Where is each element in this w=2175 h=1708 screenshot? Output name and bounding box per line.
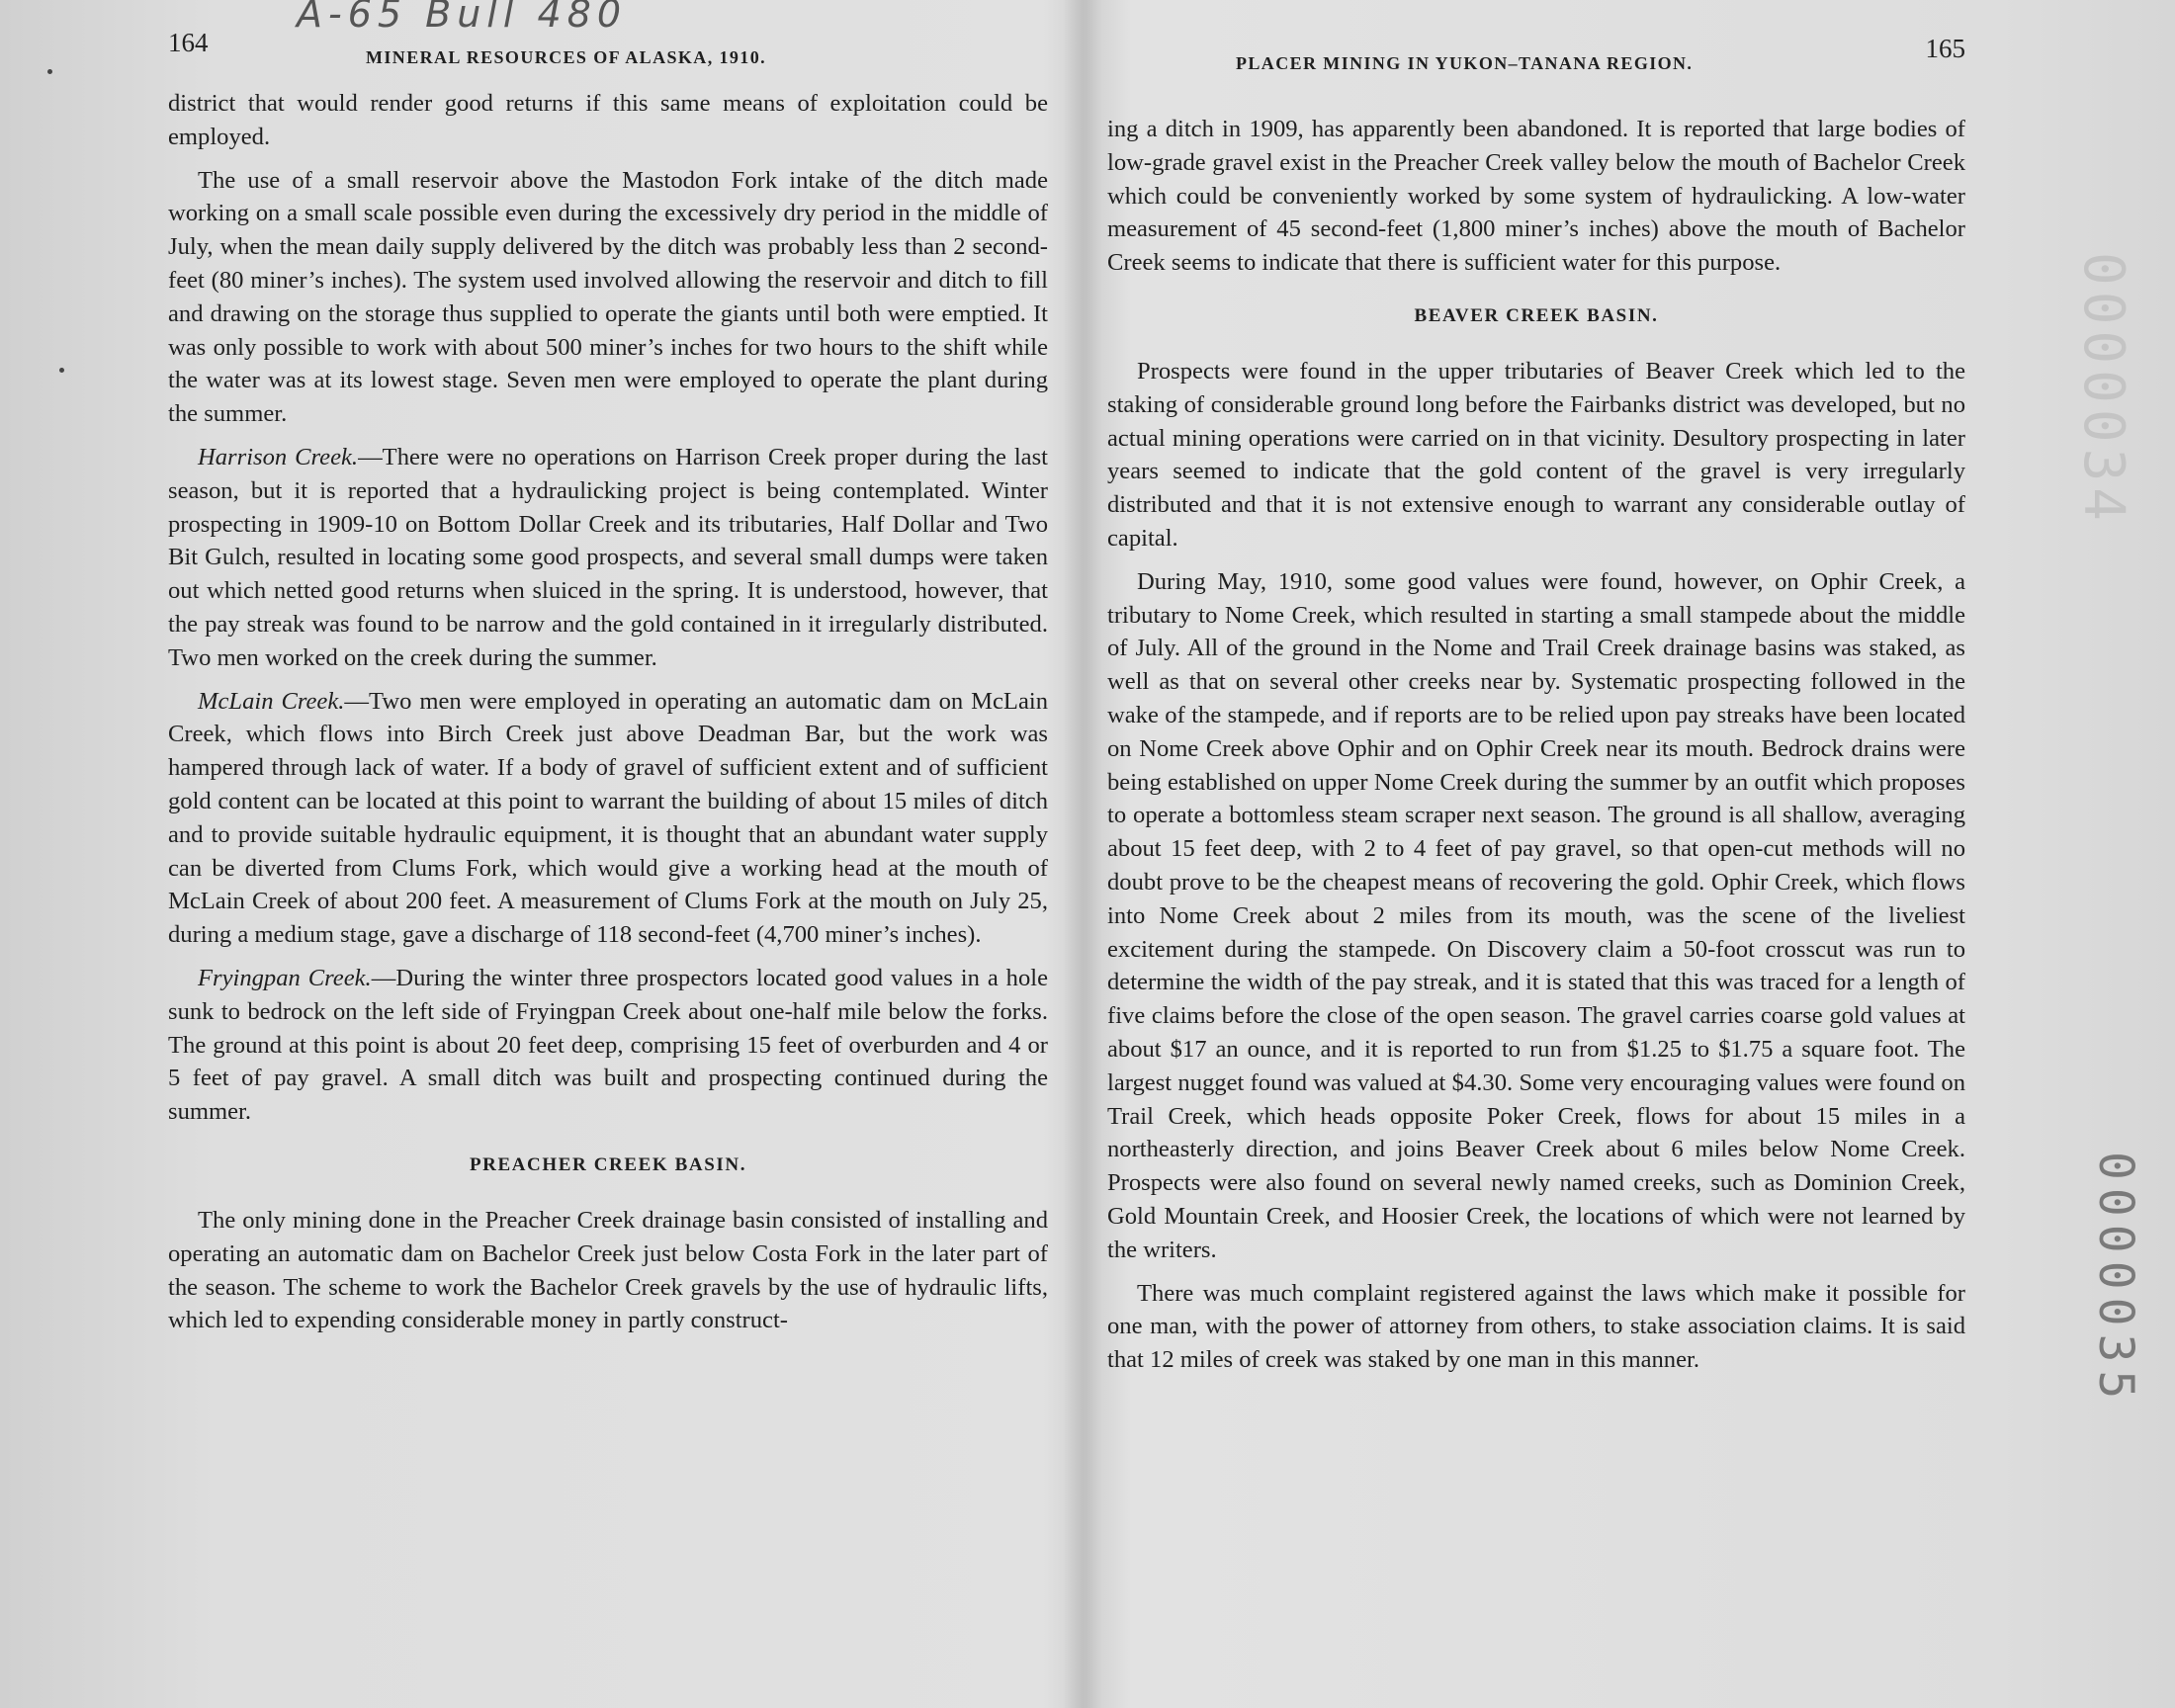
paragraph: Prospects were found in the upper tributaries of Beaver Creek which led to the staking of considerable ground long before the Fairbanks district was developed, but no actual mining operations were carried on in that vicinity. Desultory prospecting in later years seemed to indicate that the gold content of the gravel is very irregularly distributed and that it is not extensive enough to warrant any considerable outlay of capital.: [1107, 357, 1965, 552]
scan-speck: [47, 69, 52, 74]
running-head: MINERAL RESOURCES OF ALASKA, 1910.: [366, 47, 766, 67]
handwritten-annotation: A-65 Bull 480: [297, 0, 628, 36]
paragraph: Harrison Creek.—There were no operations on Harrison Creek proper during the last season, but it is reported that a hydraulicking project is being contemplated. Winter prospecting in 1909-10 on Bottom Dollar Creek and its tributaries, Half Dollar and Two Bit Gulch, resulted in locating some good prospects, and several small dumps were taken out which netted good returns when sluiced in the spring. It is understood, however, that the pay streak was found to be narrow and the gold contained in it irregularly distributed. Two men worked on the creek during the summer.: [168, 443, 1048, 671]
section-heading: PREACHER CREEK BASIN.: [469, 1153, 747, 1175]
page-number: 164: [168, 28, 209, 57]
left-page-header: [168, 28, 1048, 67]
archive-stamp-number: 0000034: [2071, 252, 2135, 528]
right-page: [1107, 0, 1965, 1708]
section-heading: BEAVER CREEK BASIN.: [1414, 304, 1659, 326]
paragraph: ing a ditch in 1909, has apparently been abandoned. It is reported that large bodies of low-grade gravel exist in the Preacher Creek valley below the mouth of Bachelor Creek which could be conveniently worked by some system of hydraulicking. A low-water measurement of 45 second-feet (1,800 miner’s inches) above the mouth of Bachelor Creek seems to indicate that there is sufficient water for this purpose.: [1107, 116, 1965, 277]
paragraph: McLain Creek.—Two men were employed in operating an automatic dam on McLain Creek, which flows into Birch Creek just above Deadman Bar, but the work was hampered through lack of water. If a body of gravel of sufficient extent and of sufficient gold content can be located at this point to warrant the building of about 15 miles of ditch and to provide suitable hydraulic equipment, it is thought that an abundant water supply can be diverted from Clums Fork, which would give a working head at the mouth of McLain Creek of about 200 feet. A measurement of Clums Fork at the mouth on July 25, during a medium stage, gave a discharge of 118 second-feet (4,700 miner’s inches).: [168, 687, 1048, 949]
right-page-header: [1107, 28, 1965, 73]
paragraph: The only mining done in the Preacher Creek drainage basin consisted of installing and operating an automatic dam on Bachelor Creek just below Costa Fork in the later part of the season. The scheme to work the Bachelor Creek gravels by the use of hydraulic lifts, which led to expending considerable money in partly construct-: [168, 1206, 1048, 1334]
paragraph: Fryingpan Creek.—During the winter three prospectors located good values in a hole sunk to bedrock on the left side of Fryingpan Creek about one-half mile below the forks. The ground at this point is about 20 feet deep, comprising 15 feet of overburden and 4 or 5 feet of pay gravel. A small ditch was built and prospecting continued during the summer.: [168, 964, 1048, 1126]
subsection-title: Harrison Creek.: [198, 443, 359, 470]
scan-speck: [59, 368, 64, 373]
paragraph: The use of a small reservoir above the Mastodon Fork intake of the ditch made working on a small scale possible even during the excessively dry period in the middle of July, when the mean daily supply delivered by the ditch was probably less than 2 second-feet (80 miner’s inches). The system used involved allowing the reservoir and ditch to fill and drawing on the storage thus supplied to operate the giants until both were emptied. It was only possible to work with about 500 miner’s inches for two hours to the shift while the water was at its lowest stage. Seven men were employed to operate the plant during the summer.: [168, 166, 1048, 428]
running-head: PLACER MINING IN YUKON–TANANA REGION.: [1236, 53, 1694, 73]
left-page-body: [168, 87, 1048, 1347]
subsection-title: McLain Creek.: [198, 687, 345, 715]
right-page-body: [1107, 113, 1965, 1387]
paragraph: district that would render good returns if this same means of exploitation could be employed.: [168, 90, 1048, 150]
paragraph: There was much complaint registered against the laws which make it possible for one man, with the power of attorney from others, to stake association claims. It is said that 12 miles of creek was staked by one man in this manner.: [1107, 1279, 1965, 1374]
page-number: 165: [1925, 34, 1965, 63]
book-gutter: [1063, 0, 1102, 1708]
left-page: [168, 0, 1048, 1708]
archive-stamp-number: 0000035: [2088, 1152, 2143, 1408]
subsection-title: Fryingpan Creek.: [198, 964, 372, 991]
paragraph: During May, 1910, some good values were found, however, on Ophir Creek, a tributary to Nome Creek, which resulted in starting a small stampede about the middle of July. All of the ground in the Nome and Trail Creek drainage basins was staked, as well as that on several other creeks near by. Systematic prospecting followed in the wake of the stampede, and if reports are to be relied upon pay streaks have been located on Nome Creek above Ophir and on Ophir Creek near its mouth. Bedrock drains were being established on upper Nome Creek during the summer by an outfit which proposes to operate a bottomless steam scraper next season. The ground is all shallow, averaging about 15 feet deep, with 2 to 4 feet of pay gravel, so that open-cut methods will no doubt prove to be the cheapest means of recovering the gold. Ophir Creek, which flows into Nome Creek about 2 miles from its mouth, was the scene of the liveliest excitement during the stampede. On Discovery claim a 50-foot crosscut was run to determine the width of the pay streak, and it is stated that this was traced for a length of five claims before the close of the open season. The gravel carries coarse gold values at about $17 an ounce, and it is reported to run from $1.25 to $1.75 a square foot. The largest nugget found was valued at $4.30. Some very encouraging values were found on Trail Creek, which heads opposite Poker Creek, flows for about 15 miles in a northeasterly direction, and joins Beaver Creek about 6 miles below Nome Creek. Prospects were also found on several newly named creeks, such as Dominion Creek, Gold Mountain Creek, and Hoosier Creek, the locations of which were not learned by the writers.: [1107, 567, 1965, 1263]
